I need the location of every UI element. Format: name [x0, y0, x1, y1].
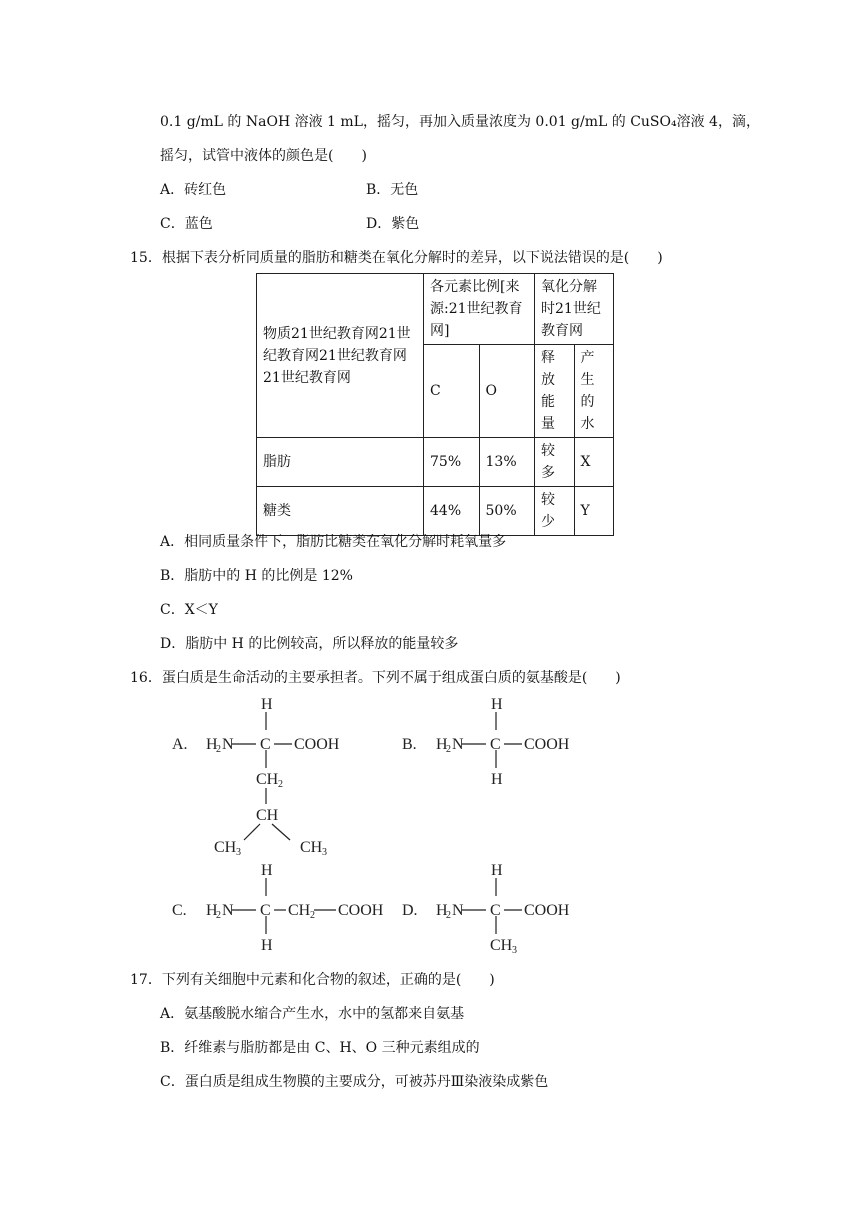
subscript-3: 3: [322, 847, 327, 858]
atom-h: H: [491, 862, 503, 879]
atom-h: H: [436, 902, 448, 919]
table-cell-o: 13%: [479, 438, 535, 487]
table-cell-energy: 较少: [535, 487, 575, 536]
atom-h: H: [261, 696, 273, 713]
q16-stem: 16．蛋白质是生命活动的主要承担者。下列不属于组成蛋白质的氨基酸是( ): [130, 670, 621, 686]
subscript-2: 2: [216, 910, 221, 921]
atom-c: C: [490, 736, 501, 753]
q15-stem: 15．根据下表分析同质量的脂肪和糖类在氧化分解时的差异，以下说法错误的是( ): [130, 250, 663, 266]
atom-n: N: [222, 902, 234, 919]
group-ch2: CH: [256, 771, 279, 788]
atom-h: H: [491, 771, 503, 788]
table-subheader-water: 产生的水: [574, 345, 614, 438]
q15-option-b[interactable]: B．脂肪中的 H 的比例是 12%: [160, 568, 353, 584]
table-subheader-o: O: [479, 345, 535, 438]
atom-h: H: [261, 937, 273, 954]
atom-h: H: [491, 696, 503, 713]
table-subheader-energy: 释放能量: [535, 345, 575, 438]
q14-option-b[interactable]: B．无色: [366, 182, 419, 198]
table-header-oxidation: 氧化分解时21世纪教育网: [535, 274, 614, 345]
group-cooh: COOH: [524, 902, 570, 919]
atom-h: H: [261, 862, 273, 879]
subscript-2: 2: [216, 744, 221, 755]
option-b-label[interactable]: B.: [402, 736, 417, 753]
q17-option-b[interactable]: B．纤维素与脂肪都是由 C、H、O 三种元素组成的: [160, 1040, 480, 1056]
table-subheader-c: C: [424, 345, 480, 438]
atom-n: N: [452, 736, 464, 753]
q14-line-2: 摇匀，试管中液体的颜色是( ): [160, 148, 367, 164]
atom-n: N: [222, 736, 234, 753]
option-a-label[interactable]: A.: [172, 736, 188, 753]
group-ch3: CH: [300, 839, 323, 856]
q17-option-c[interactable]: C．蛋白质是组成生物膜的主要成分，可被苏丹Ⅲ染液染成紫色: [160, 1074, 549, 1090]
group-ch3: CH: [214, 839, 237, 856]
table-cell-water: Y: [574, 487, 614, 536]
table-cell-c: 44%: [424, 487, 480, 536]
table-header-substance: 物质21世纪教育网21世纪教育网21世纪教育网21世纪教育网: [257, 274, 424, 438]
subscript-2: 2: [310, 910, 315, 921]
atom-c: C: [490, 902, 501, 919]
atom-c: C: [260, 902, 271, 919]
q15-option-c[interactable]: C．X＜Y: [160, 602, 218, 618]
atom-h: H: [206, 736, 218, 753]
q14-option-c[interactable]: C．蓝色: [160, 216, 213, 232]
group-ch: CH: [256, 807, 279, 824]
atom-n: N: [452, 902, 464, 919]
table-row: [257, 438, 614, 487]
subscript-3: 3: [236, 847, 241, 858]
q15-option-a[interactable]: A．相同质量条件下，脂肪比糖类在氧化分解时耗氧量多: [160, 534, 507, 550]
option-c-label[interactable]: C.: [172, 902, 187, 919]
table-header-ratio: 各元素比例[来源:21世纪教育网]: [424, 274, 535, 345]
table-cell-name: 脂肪: [257, 438, 424, 487]
table-cell-name: 糖类: [257, 487, 424, 536]
table-cell-water: X: [574, 438, 614, 487]
q14-option-d[interactable]: D．紫色: [366, 216, 420, 232]
atom-c: C: [260, 736, 271, 753]
q15-data-table: [256, 273, 614, 536]
q14-line-1: 0.1 g/mL 的 NaOH 溶液 1 mL，摇匀，再加入质量浓度为 0.01 g/mL 的 CuSO₄溶液 4，滴，: [160, 114, 760, 130]
q14-option-a[interactable]: A．砖红色: [160, 182, 227, 198]
subscript-2: 2: [278, 779, 283, 790]
table-row: [257, 487, 614, 536]
atom-h: H: [436, 736, 448, 753]
group-ch2: CH: [288, 902, 311, 919]
subscript-2: 2: [446, 910, 451, 921]
subscript-3: 3: [512, 945, 517, 956]
table-cell-energy: 较多: [535, 438, 575, 487]
table-cell-o: 50%: [479, 487, 535, 536]
group-cooh: COOH: [294, 736, 340, 753]
group-cooh: COOH: [524, 736, 570, 753]
atom-h: H: [206, 902, 218, 919]
option-d-label[interactable]: D.: [402, 902, 418, 919]
group-ch3: CH: [490, 937, 513, 954]
table-cell-c: 75%: [424, 438, 480, 487]
q17-stem: 17．下列有关细胞中元素和化合物的叙述，正确的是( ): [130, 972, 495, 988]
q17-option-a[interactable]: A．氨基酸脱水缩合产生水，水中的氢都来自氨基: [160, 1006, 465, 1022]
subscript-2: 2: [446, 744, 451, 755]
q15-option-d[interactable]: D．脂肪中 H 的比例较高，所以释放的能量较多: [160, 636, 459, 652]
group-cooh: COOH: [338, 902, 384, 919]
amino-acid-structures: [160, 692, 600, 962]
